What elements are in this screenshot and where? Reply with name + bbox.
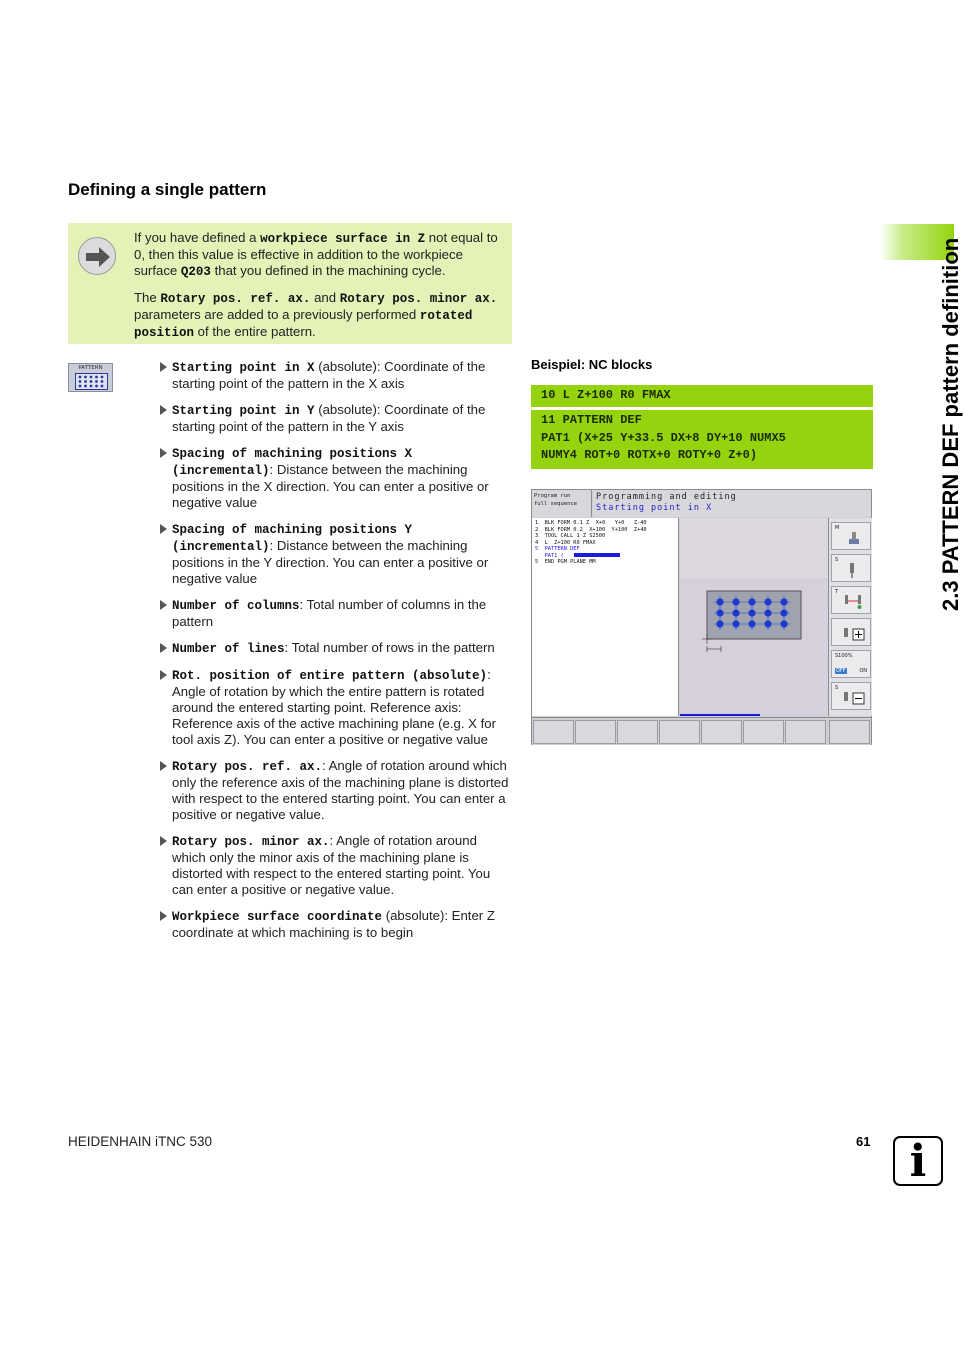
softkey-empty[interactable] bbox=[829, 720, 870, 744]
softkey-t[interactable] bbox=[831, 586, 871, 614]
note-paragraph-1 bbox=[134, 230, 504, 280]
section-title: Defining a single pattern bbox=[68, 180, 267, 199]
info-icon bbox=[893, 1136, 943, 1186]
nc-code-block-1 bbox=[531, 385, 873, 407]
parameter-item bbox=[158, 908, 514, 941]
parameter-code: Number of columns bbox=[172, 599, 300, 613]
parameter-code: Starting point in Y bbox=[172, 404, 315, 418]
parameter-item bbox=[158, 640, 514, 657]
page-number: 61 bbox=[856, 1134, 871, 1149]
parameter-code: Workpiece surface coordinate bbox=[172, 910, 383, 924]
softkey-label: S bbox=[835, 685, 839, 691]
note-text-run: that you defined in the machining cycle. bbox=[210, 263, 446, 278]
parameter-description: (absolute): Enter Z coordinate at which machining is to begin bbox=[172, 908, 495, 940]
parameter-description: (absolute): Coordinate of the starting point of the pattern in the X axis bbox=[172, 359, 486, 391]
parameter-description: : Angle of rotation by which the entire pattern is rotated around the entered starting point. Reference axis: Reference axis of the active machining plane (e.g. X for tool axis Z). You can enter a positive or negative value bbox=[172, 667, 497, 747]
on-label: ON bbox=[859, 668, 867, 674]
note-code: Q203 bbox=[180, 265, 211, 279]
softkey-label: M bbox=[835, 525, 840, 531]
triangle-bullet-icon bbox=[160, 448, 167, 458]
nc-code-line: NUMY4 ROT+0 ROTX+0 ROTY+0 Z+0) bbox=[541, 448, 758, 462]
parameter-item bbox=[158, 402, 514, 435]
example-title: Beispiel: NC blocks bbox=[531, 357, 653, 372]
note-text bbox=[134, 230, 504, 341]
pattern-preview-icon bbox=[680, 518, 828, 716]
info-glyph: i bbox=[909, 1136, 927, 1187]
parameter-item bbox=[158, 758, 514, 823]
program-line: 1 BLK FORM 0.1 Z X+0 Y+0 Z-40 bbox=[535, 520, 647, 526]
program-line: 5 END PGM PLANE MM bbox=[535, 559, 596, 565]
parameter-code: Rot. position of entire pattern (absolute) bbox=[172, 669, 488, 683]
parameter-item bbox=[158, 833, 514, 898]
triangle-bullet-icon bbox=[160, 600, 167, 610]
arrow-right-icon bbox=[78, 237, 116, 275]
pattern-icon-label: PATTERN bbox=[78, 365, 103, 371]
triangle-bullet-icon bbox=[160, 643, 167, 653]
parameter-code: Number of lines bbox=[172, 642, 285, 656]
pattern-softkey-icon bbox=[68, 363, 113, 392]
note-code: rotated position bbox=[134, 309, 473, 340]
parameter-item bbox=[158, 445, 514, 511]
program-pane bbox=[532, 518, 679, 716]
parameter-code: Rotary pos. minor ax. bbox=[172, 835, 330, 849]
softkey-column bbox=[828, 518, 872, 716]
parameter-code: Rotary pos. ref. ax. bbox=[172, 760, 323, 774]
note-code: Rotary pos. minor ax. bbox=[339, 292, 498, 306]
parameter-description: (absolute): Coordinate of the starting point of the pattern in the Y axis bbox=[172, 402, 486, 434]
note-text-run: not equal to 0, then this value is effective in addition to the workpiece surface bbox=[134, 230, 498, 278]
parameter-code: Spacing of machining positions Y (incremental) bbox=[172, 523, 413, 554]
program-line: 2 BLK FORM 0.2 X+100 Y+100 Z+40 bbox=[535, 526, 647, 533]
minus-icon bbox=[840, 689, 868, 707]
parameter-description: : Distance between the machining positions in the X direction. You can enter a positive or negative value bbox=[172, 462, 489, 510]
mode-title: Programming and editing bbox=[596, 492, 737, 502]
note-code: Rotary pos. ref. ax. bbox=[160, 292, 311, 306]
nc-code-block-2 bbox=[531, 410, 873, 469]
off-badge: OFF bbox=[836, 668, 846, 674]
softkey-m[interactable] bbox=[831, 522, 871, 550]
note-text-run: and bbox=[310, 290, 340, 305]
chapter-title: 2.3 PATTERN DEF pattern definition bbox=[938, 237, 963, 611]
operating-mode-right bbox=[593, 490, 871, 517]
softkey-empty[interactable] bbox=[575, 720, 616, 744]
plus-icon bbox=[840, 625, 868, 643]
dialog-prompt: Starting point in X bbox=[596, 503, 713, 513]
triangle-bullet-icon bbox=[160, 362, 167, 372]
softkey-empty[interactable] bbox=[659, 720, 700, 744]
softkey-label: S bbox=[835, 557, 839, 563]
parameter-code: Spacing of machining positions X (incremental) bbox=[172, 447, 413, 478]
parameter-description: : Angle of rotation around which only the reference axis of the machining plane is distorted with respect to the entered starting point. You can enter a positive or negative value. bbox=[172, 758, 509, 822]
softkey-s[interactable] bbox=[831, 554, 871, 582]
note-text-run: The bbox=[134, 290, 161, 305]
triangle-bullet-icon bbox=[160, 911, 167, 921]
softkey-empty[interactable] bbox=[533, 720, 574, 744]
nc-code-line: 11 PATTERN DEF bbox=[541, 413, 642, 427]
note-code: workpiece surface in Z bbox=[260, 232, 426, 246]
note-box bbox=[68, 223, 512, 344]
triangle-bullet-icon bbox=[160, 524, 167, 534]
parameter-list bbox=[158, 359, 514, 951]
softkey-label: S100% bbox=[835, 653, 853, 659]
triangle-bullet-icon bbox=[160, 405, 167, 415]
program-line: 3 TOOL CALL 1 Z S2500 bbox=[535, 533, 606, 539]
softkey-empty[interactable] bbox=[743, 720, 784, 744]
softkey-empty[interactable] bbox=[785, 720, 826, 744]
operating-mode-left bbox=[532, 490, 592, 517]
spindle-icon bbox=[846, 561, 858, 579]
note-text-run: If you have defined a bbox=[134, 230, 261, 245]
mode-label: full sequence bbox=[534, 501, 578, 507]
triangle-bullet-icon bbox=[160, 761, 167, 771]
softkey-empty[interactable] bbox=[617, 720, 658, 744]
softkey-plus[interactable] bbox=[831, 618, 871, 646]
nc-code-line: PAT1 (X+25 Y+33.5 DX+8 DY+10 NUMX5 bbox=[541, 430, 786, 445]
parameter-description: : Total number of columns in the pattern bbox=[172, 597, 487, 629]
mode-label: Program run bbox=[534, 493, 571, 499]
tool-change-icon bbox=[842, 593, 864, 611]
parameter-item bbox=[158, 667, 514, 748]
triangle-bullet-icon bbox=[160, 670, 167, 680]
parameter-code: Starting point in X bbox=[172, 361, 315, 375]
softkey-row bbox=[532, 717, 871, 745]
note-paragraph-2 bbox=[134, 290, 504, 341]
grid-pattern-icon bbox=[75, 373, 108, 390]
parameter-item bbox=[158, 597, 514, 630]
parameter-description: : Distance between the machining positions in the Y direction. You can enter a positive or negative value bbox=[172, 538, 489, 586]
program-line-text: PAT1 ( bbox=[535, 552, 564, 559]
softkey-minus[interactable] bbox=[831, 682, 871, 710]
input-cursor-bar bbox=[574, 553, 620, 557]
softkey-label: T bbox=[835, 589, 839, 595]
parameter-item bbox=[158, 521, 514, 587]
softkey-empty[interactable] bbox=[701, 720, 742, 744]
machine-icon bbox=[846, 529, 862, 547]
parameter-description: : Angle of rotation around which only the minor axis of the machining plane is distorted with respect to the entered starting point. You can enter a positive or negative value. bbox=[172, 833, 491, 897]
note-text-run: of the entire pattern. bbox=[194, 324, 316, 339]
nc-code-line: 10 L Z+100 R0 FMAX bbox=[541, 388, 671, 402]
triangle-bullet-icon bbox=[160, 836, 167, 846]
tnc-screenshot bbox=[531, 489, 872, 745]
parameter-item bbox=[158, 359, 514, 392]
note-text-run: parameters are added to a previously performed bbox=[134, 307, 420, 322]
parameter-description: : Total number of rows in the pattern bbox=[284, 640, 495, 655]
softkey-override[interactable] bbox=[831, 650, 871, 678]
program-line: 5 PATTERN DEF bbox=[535, 546, 580, 552]
graphics-pane bbox=[680, 518, 828, 716]
program-line: 4 L Z+100 R0 FMAX bbox=[535, 539, 596, 546]
footer-product: HEIDENHAIN iTNC 530 bbox=[68, 1134, 213, 1149]
